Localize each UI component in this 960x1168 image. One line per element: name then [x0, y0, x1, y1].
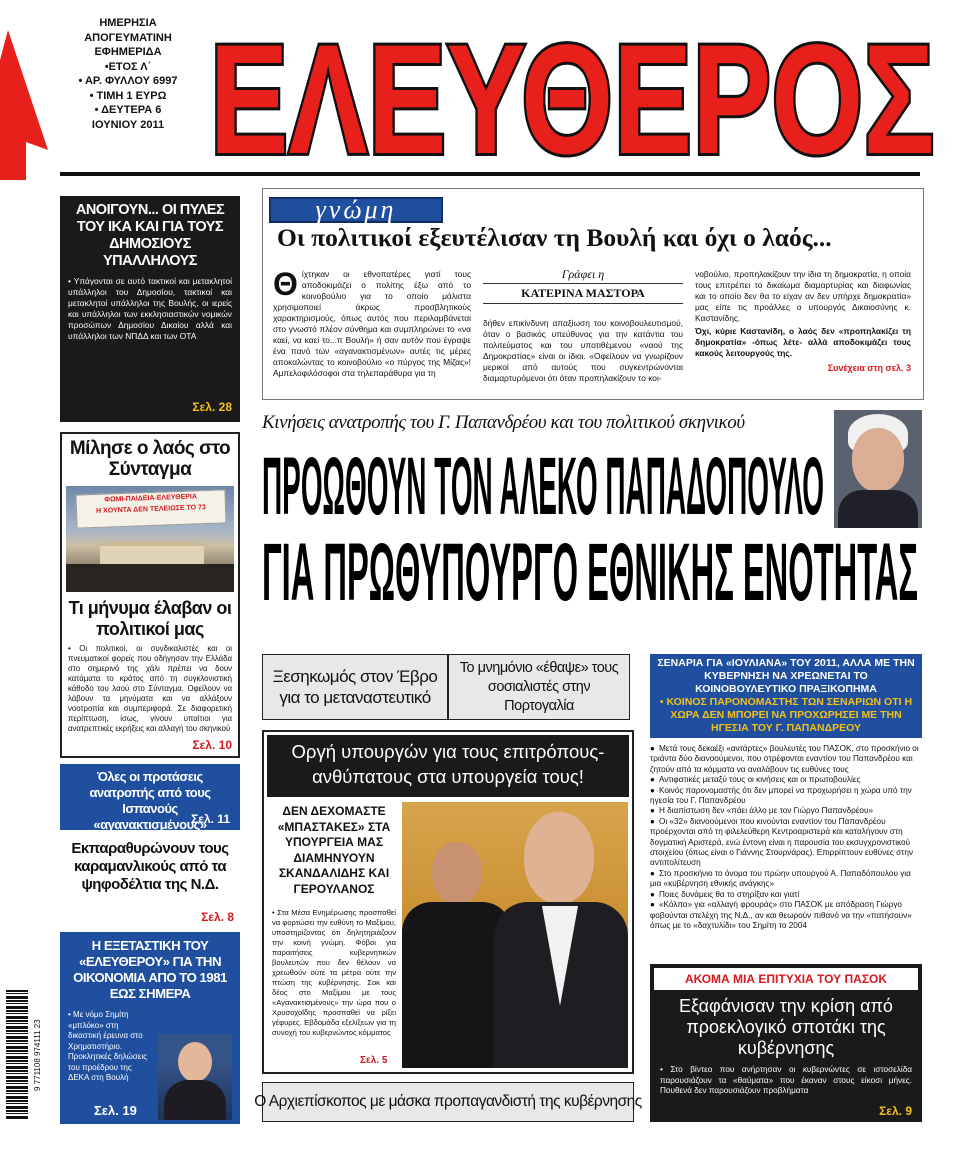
ika-box	[60, 196, 240, 422]
info-line: • ΔΕΥΤΕΡΑ 6	[94, 104, 162, 116]
syntagma-photo	[66, 486, 234, 592]
red-arrow-icon	[0, 30, 48, 180]
info-line: •ΕΤΟΣ Λ΄	[104, 60, 152, 73]
info-line: • ΑΡ. ΦΥΛΛΟΥ 6997	[78, 75, 178, 87]
portrait-face	[178, 1042, 212, 1082]
opinion-continue: Συνέχεια στη σελ. 3	[827, 363, 911, 373]
scenarios-bullet: ● «Κόλπο» για «αλλαγή φρουράς» στο ΠΑΣΟΚ με απόδραση Γιώργο φοβούνται στελέχη της Ν.Δ., αν και θεωρούν πιθανό να την «πατήσουν» όπως με το «δαχτυλίδι» του Σημίτη το 2004	[650, 900, 924, 931]
portrait-face	[852, 428, 904, 492]
inquiry-title: Η ΕΞΕΤΑΣΤΙΚΗ ΤΟΥ «ΕΛΕΥΘΕΡΟΥ» ΓΙΑ ΤΗΝ ΟΙΚΟΝΟΜΙΑ ΑΠΟ ΤΟ 1981 ΕΩΣ ΣΗΜΕΡΑ	[73, 938, 227, 1001]
scenarios-list	[650, 744, 924, 931]
evros-text: Ξεσηκωμός στον Έβρο για το μεταναστευτικό	[272, 667, 438, 707]
scenarios-bullet: ● Μετά τους δεκαέξι «αντάρτες» βουλευτές του ΠΑΣΟΚ, στο προσκήνιο οι τριάντα δύο διανοούμενοι, που στρέφονται εναντίον του Παπανδρέου και ζητούν από τα κόμματα να αναλάβουν τις ευθύνες τους	[650, 744, 924, 775]
ministers-page-ref: Σελ. 5	[360, 1055, 388, 1066]
newspaper-title	[205, 10, 940, 170]
scenarios-bullet: ● Κοινός παρονομαστής ότι δεν μπορεί να προχωρήσει η χώρα υπό την ηγεσία του Γ. Παπανδρέου	[650, 786, 924, 807]
ballots-box	[60, 836, 240, 926]
barcode-digits: 9 771108 974111 23	[33, 1019, 42, 1091]
scenarios-bullet: ● Στο προσκήνιο το όνομα του πρώην υπουργού Α. Παπαδόπουλου για μια «κυβέρνηση εθνικής ανάγκης»	[650, 869, 924, 890]
spain-text: Όλες οι προτάσεις ανατροπής από τους Ισπανούς «αγανακτισμένους»	[89, 769, 211, 832]
spain-box	[60, 764, 240, 830]
parliament-building	[100, 542, 204, 564]
info-line: ΑΠΟΓΕΥΜΑΤΙΝΗ	[84, 31, 172, 44]
ballots-text: Εκπαραθυρώνουν τους καραμανλικούς από τα ψηφοδέλτια της Ν.Δ.	[71, 840, 229, 893]
barcode	[6, 990, 28, 1120]
ika-page-ref: Σελ. 28	[192, 400, 232, 414]
ministers-box	[262, 730, 634, 1074]
banner-text: Η ΧΟΥΝΤΑ ΔΕΝ ΤΕΛΕΙΩΣΕ ΤΟ 73	[96, 504, 207, 515]
pasok-box	[650, 964, 922, 1122]
lead-headline-1	[262, 444, 828, 520]
protest-banner	[75, 489, 226, 528]
lead-headline-1-text: ΠΡΟΩΘΟΥΝ ΤΟΝ ΑΛΕΚΟ ΠΑΠΑΔΟΠΟΥΛΟ	[262, 444, 824, 520]
scenarios-header-2: • ΚΟΙΝΟΣ ΠΑΡΟΝΟΜΑΣΤΗΣ ΤΩΝ ΣΕΝΑΡΙΩΝ ΟΤΙ Η ΧΩΡΑ ΔΕΝ ΜΠΟΡΕΙ ΝΑ ΠΡΟΧΩΡΗΣΕΙ ΜΕ ΤΗΝ ΗΓΕΣΙΑ ΤΟΥ Γ. ΠΑΠΑΝΔΡΕΟΥ	[659, 696, 913, 734]
inquiry-body: • Με νόμο Σημίτη «μπλόκο» στη δικαστική έρευνα στο Χρηματιστήριο. Προκλητικές δηλώσεις του προέδρου της ΔΕΚΑ στη Βουλή	[68, 1010, 147, 1082]
info-line: ΕΦΗΜΕΡΙΔΑ	[94, 46, 162, 58]
portugal-text: Το μνημόνιο «έθαψε» τους σοσιαλιστές στην Πορτογαλία	[459, 659, 619, 714]
inquiry-photo	[158, 1034, 232, 1120]
spain-page-ref: Σελ. 11	[191, 812, 230, 826]
title-text: ΕΛΕΥΘΕΡΟΣ	[209, 13, 935, 170]
opinion-col-3a-text: νοβούλιο, προπηλακίζουν την ίδια τη δημοκρατία, η οποία τους επιτρέπει το δικαίωμα διαμαρτυρίας και διαφωνίας και το οποίο δεν θα το είχαν αν δεν υπήρχε δημοκρατία» μας είπε τις προάλλες ο υπουργός Δικαιοσύνης κ. Καστανίδης.	[695, 269, 911, 323]
pasok-kicker-bar	[654, 968, 918, 990]
opinion-col-2	[483, 267, 683, 384]
scenarios-bullet: ● Αντιφατικές μεταξύ τους οι κινήσεις και οι πρωτοβουλίες	[650, 775, 924, 785]
scenarios-bullet: ● Η διαπίστωση δεν «πάει άλλο με τον Γιώργο Παπανδρέου»	[650, 806, 924, 816]
ministers-headline-bar	[267, 735, 629, 797]
opinion-col-1	[273, 266, 471, 379]
portugal-teaser	[448, 654, 630, 720]
syntagma-title: Μίλησε ο λαός στο Σύνταγμα	[69, 438, 231, 480]
opinion-byline-pre: Γράφει η	[483, 267, 683, 284]
pasok-headline: Εξαφάνισαν την κρίση από προεκλογικό σποτάκι της κυβέρνησης	[679, 996, 893, 1058]
pasok-kicker: ΑΚΟΜΑ ΜΙΑ ΕΠΙΤΥΧΙΑ ΤΟΥ ΠΑΣΟΚ	[684, 972, 888, 986]
opinion-col-1-text: ίχτηκαν οι εθνοπατέρες γιατί τους αποδοκιμάζει ο πολίτης έξω από το κοινοβούλιο για το οποίο μάλιστα χρησιμοποιεί άκρως προσβλητικούς χαρακτηρισμούς, όπως αυτός που περιλαμβάνεται στο γνωστό πλέον σύνθημα και συμπληρώνει το «να καεί, να καεί το...π Βουλή» ή σαν αυτόν που έγραψε ένα πανό των «αγανακτισμένων» αυτές τις μέρες αποκαλώντας το κοινοβούλιο «ο πύργος της Μίζας»! Αμπελοφιλόσοφοι στα τηλεπαράθυρα για τη	[273, 269, 471, 378]
opinion-label-text: γνώμη	[315, 195, 397, 224]
info-line: ΗΜΕΡΗΣΙΑ	[99, 17, 157, 29]
opinion-headline: Οι πολιτικοί εξευτέλισαν τη Βουλή και όχι ο λαός...	[277, 223, 832, 252]
opinion-dropcap: Θ	[273, 266, 298, 302]
archbishop-teaser	[254, 1082, 642, 1122]
ministers-photo	[402, 802, 628, 1068]
ballots-page-ref: Σελ. 8	[201, 910, 234, 924]
inquiry-page-ref: Σελ. 19	[94, 1103, 137, 1118]
ika-title: ΑΝΟΙΓΟΥΝ... ΟΙ ΠΥΛΕΣ ΤΟΥ ΙΚΑ ΚΑΙ ΓΙΑ ΤΟΥΣ ΔΗΜΟΣΙΟΥΣ ΥΠΑΛΛΗΛΟΥΣ	[75, 202, 225, 269]
lead-kicker: Κινήσεις ανατροπής του Γ. Παπανδρέου και του πολιτικού σκηνικού	[262, 412, 745, 433]
minister-right-face	[524, 812, 594, 904]
syntagma-box	[60, 432, 240, 758]
ministers-headline: Οργή υπουργών για τους επιτρόπους-ανθύπατους στα υπουργεία τους!	[291, 741, 605, 787]
syntagma-subtitle: Τι μήνυμα έλαβαν οι πολιτικοί μας	[68, 598, 232, 639]
masthead-info	[68, 16, 188, 132]
opinion-byline-author: ΚΑΤΕΡΙΝΑ ΜΑΣΤΟΡΑ	[483, 284, 683, 304]
minister-left-face	[432, 842, 482, 904]
syntagma-page-ref: Σελ. 10	[192, 738, 232, 752]
scenarios-header	[650, 654, 922, 738]
inquiry-box	[60, 932, 240, 1124]
syntagma-body: • Οι πολιτικοί, οι συνδικαλιστές και οι πνευματικοί φορείς που οδήγησαν την Ελλάδα στο σημερινό της χάλι πρέπει να δουν κατάματα το κράτος από τη συγκλονιστική κάθοδο του λαού στο Σύνταγμα. Οφείλουν να λάβουν τα μηνύματα και να αλλάξουν νοοτροπία και συμπεριφορά. Σε διαφορετική περίπτωση, ίσως, γίνουν υπαίτιοι για ανατρεπτικές εκρήξεις και αλλαγή του σκηνικού	[68, 644, 232, 733]
ministers-body: • Στα Μέσα Ενημέρωσης προσπαθεί να φορτώσει την ευθύνη το Μαξίμου, υποστηρίζοντας ότι δηλητηριάζουν την κοινή γνώμη. Φόβοι για παραιτήσεις κυβερνητικών βουλευτών που δεν θέλουν να χρεωθούν ούτε τα μέτρα ούτε την πτώση της κυβέρνησης. Σοκ και δέος στο Μαξίμου με τους «Αγανακτισμένους» την ώρα που ο Χρυσοχοΐδης προσπαθεί να ρίξει γέφυρες. Εβδομάδα εξελίξεων για τη συνοχή του κυβερνώντος κόμματος	[272, 908, 396, 1037]
opinion-col-3	[695, 269, 911, 373]
opinion-col-2-text: δήθεν επικίνδυνη απαξίωση του κοινοβουλευτισμού, όταν ο βασικός υπεύθυνος για την κατάντια του πολιτεύματος και του υποτιθέμενου «ναού της Δημοκρατίας» είναι οι ίδιοι. «Οφείλουν να γνωρίζουν μερικοί από αυτούς που συγκεντρώνονται διαμαρτυρόμενοι ότι όταν προπηλακίζουν το κοι-	[483, 318, 683, 383]
pasok-body: • Στο βίντεο που ανήρτησαν οι κυβερνώντες σε ιστοσελίδα παρουσιάζουν τα «θαύματα» που έκαναν στους είκοσι μήνες. Πουθενά δεν παρουσιάζουν προβλήματα	[660, 1065, 912, 1095]
scenarios-bullet: ● Οι «32» διανοούμενοι που κινούνται εναντίον του Παπανδρέου προέρχονται από τη φιλελεύθερη Κεντροαριστερά και καταλήγουν στη δογματική Αριστερά, ενώ έντονη είναι η παρουσία του εκσυγχρονιστικού στοιχείου (όπως είναι ο Γιάννης Στουρνάρας). Επιρρίπτουν ευθύνες στην αντιπολίτευση	[650, 817, 924, 869]
masthead-rule	[60, 172, 920, 176]
opinion-label	[269, 197, 443, 223]
ministers-quote: ΔΕΝ ΔΕΧΟΜΑΣΤΕ «ΜΠΑΣΤΑΚΕΣ» ΣΤΑ ΥΠΟΥΡΓΕΙΑ ΜΑΣ ΔΙΑΜΗΝΥΟΥΝ ΣΚΑΝΔΑΛΙΔΗΣ ΚΑΙ ΓΕΡΟΥΛΑΝΟΣ	[277, 804, 391, 896]
info-line: • ΤΙΜΗ 1 ΕΥΡΩ	[89, 89, 167, 102]
scenarios-bullet: ● Ποιες δυνάμεις θα το στηρίξαν και γιατί	[650, 890, 924, 900]
banner-text: ΦΩΜΙ-ΠΑΙΔΕΙΑ-ΕΛΕΥΘΕΡΙΑ	[104, 493, 198, 504]
lead-headline-2	[262, 530, 922, 606]
crowd	[66, 564, 234, 592]
archbishop-text: Ο Αρχιεπίσκοπος με μάσκα προπαγανδιστή της κυβέρνησης	[254, 1093, 642, 1110]
evros-teaser	[262, 654, 448, 720]
lead-headline-2-text: ΓΙΑ ΠΡΩΘΥΠΟΥΡΓΟ ΕΘΝΙΚΗΣ ΕΝΟΤΗΤΑΣ	[262, 530, 918, 606]
opinion-col-3b-text: Όχι, κύριε Καστανίδη, ο λαός δεν «προπηλακίζει τη δημοκρατία» -όπως λέτε- αλλά αποδοκιμάζει τους κακούς λειτουργούς της.	[695, 326, 911, 358]
portrait-suit	[838, 490, 918, 528]
opinion-box	[262, 188, 924, 400]
info-line: ΙΟΥΝΙΟΥ 2011	[91, 118, 165, 131]
pasok-page-ref: Σελ. 9	[879, 1104, 912, 1118]
lead-photo	[834, 410, 922, 528]
portrait-suit	[164, 1080, 226, 1120]
scenarios-header-1: ΣΕΝΑΡΙΑ ΓΙΑ «ΙΟΥΛΙΑΝΑ» ΤΟΥ 2011, ΑΛΛΑ ΜΕ ΤΗΝ ΚΥΒΕΡΝΗΣΗ ΝΑ ΧΡΕΩΝΕΤΑΙ ΤΟ ΚΟΙΝΟΒΟΥΛΕΥΤΙΚΟ ΠΡΑΞΙΚΟΠΗΜΑ	[657, 657, 915, 695]
ika-body: • Υπάγονται σε αυτό τακτικοί και μετακλητοί υπάλληλοι του Δημοσίου, τακτικοί και μετακλητοί υπάλληλοι της Βουλής, οι ιερείς και υπάλληλοι των εκκλησιαστικών νομικών προσώπων Δημοσίου Δικαίου αλλά και υπάλληλοι των ΝΠΔΔ και των ΟΤΑ	[68, 276, 232, 341]
